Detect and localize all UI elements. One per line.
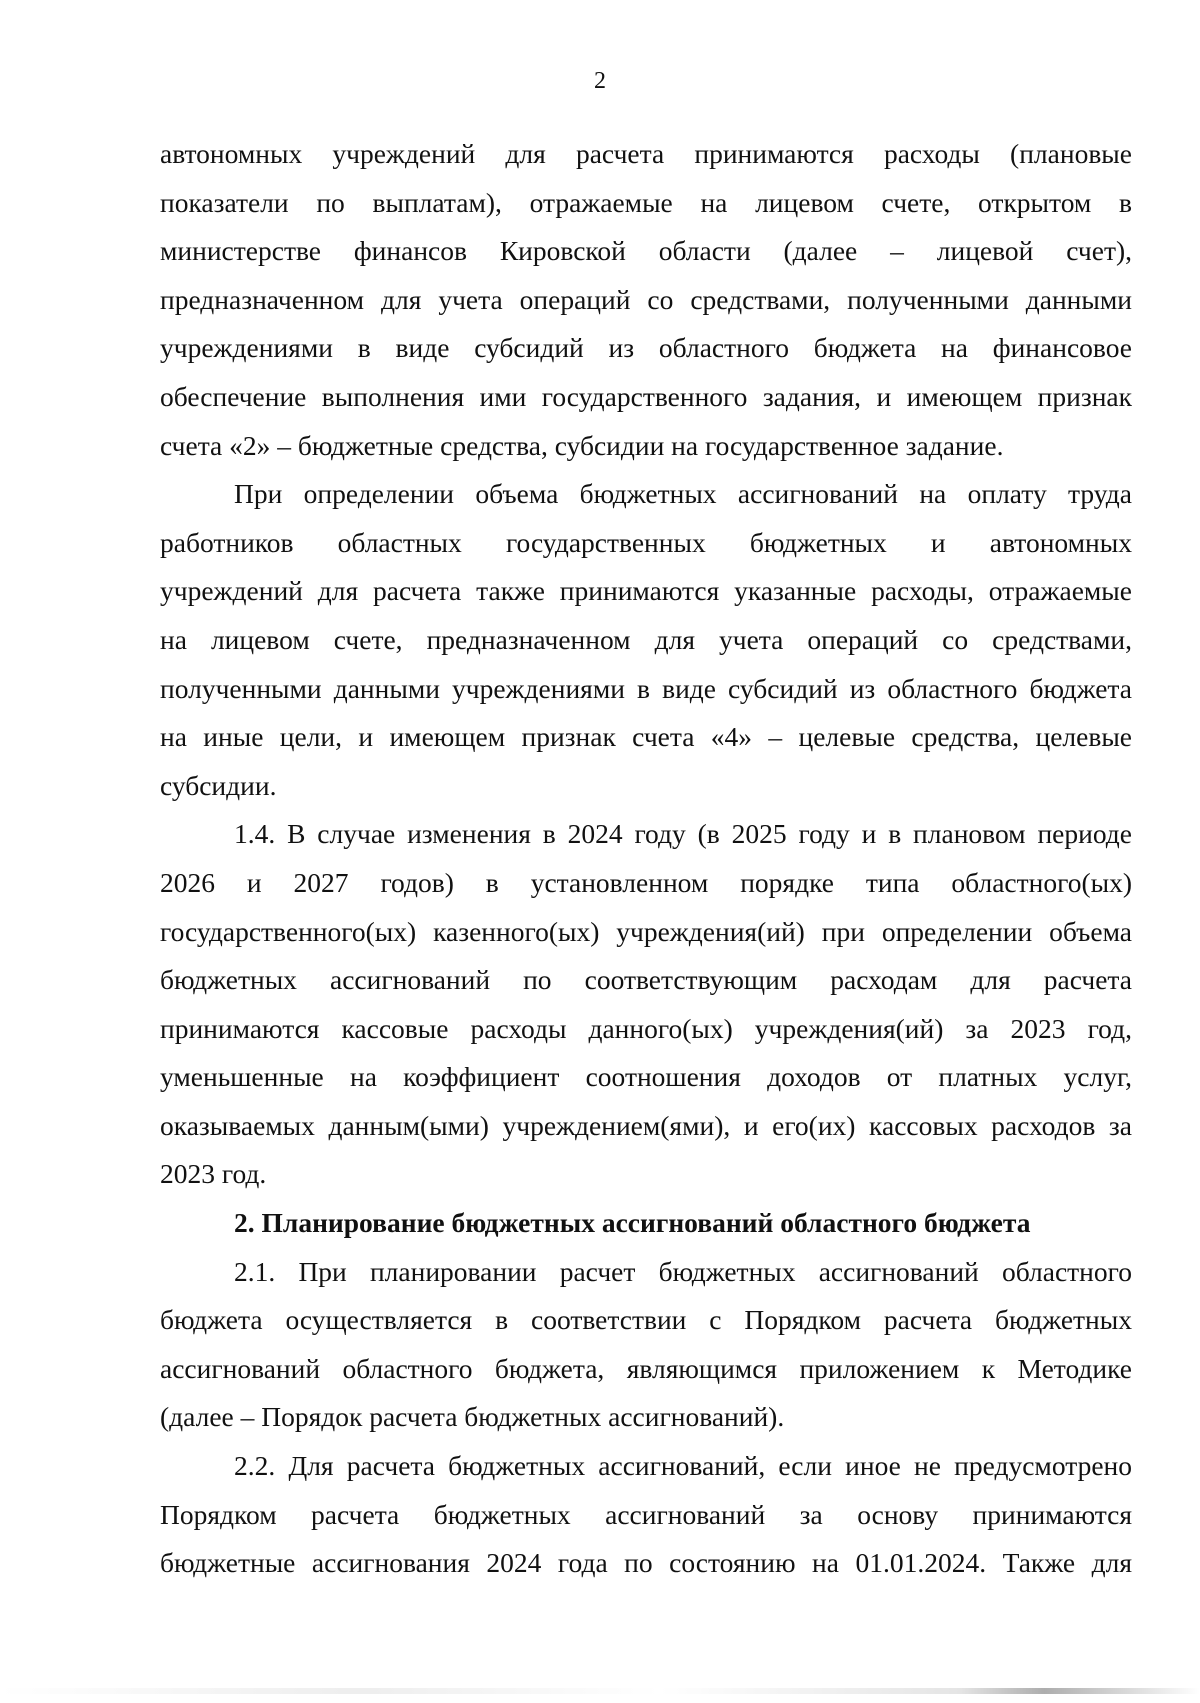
text-line: субсидии. xyxy=(160,769,277,801)
page-number: 2 xyxy=(594,68,606,94)
section-heading: 2. Планирование бюджетных ассигнований областного бюджета xyxy=(234,1207,1031,1239)
text-line: учреждений для расчета также принимаются указанные расходы, отражаемые xyxy=(160,575,1132,607)
text-line: 2023 год. xyxy=(160,1158,267,1190)
text-line: учреждениями в виде субсидий из областного бюджета на финансовое xyxy=(160,332,1132,364)
text-line: уменьшенные на коэффициент соотношения доходов от платных услуг, xyxy=(160,1061,1132,1093)
text-line: оказываемых данным(ыми) учреждением(ями), и его(их) кассовых расходов за xyxy=(160,1109,1132,1141)
text-line: ассигнований областного бюджета, являющимся приложением к Методике xyxy=(160,1352,1132,1384)
text-line: обеспечение выполнения ими государственного задания, и имеющем признак xyxy=(160,380,1132,412)
paragraph-first-line: При определении объема бюджетных ассигнований на оплату труда xyxy=(234,478,1132,510)
text-line: показатели по выплатам), отражаемые на лицевом счете, открытом в xyxy=(160,186,1132,218)
text-line: на лицевом счете, предназначенном для учета операций со средствами, xyxy=(160,623,1132,655)
text-line: министерстве финансов Кировской области (далее – лицевой счет), xyxy=(160,235,1132,267)
text-line: работников областных государственных бюджетных и автономных xyxy=(160,526,1132,558)
text-line: на иные цели, и имеющем признак счета «4» – целевые средства, целевые xyxy=(160,721,1132,753)
text-line: предназначенном для учета операций со средствами, полученными данными xyxy=(160,283,1132,315)
text-line: бюджетные ассигнования 2024 года по состоянию на 01.01.2024. Также для xyxy=(160,1547,1132,1579)
text-line: полученными данными учреждениями в виде субсидий из областного бюджета xyxy=(160,672,1132,704)
text-line: автономных учреждений для расчета принимаются расходы (плановые xyxy=(160,138,1132,169)
paragraph-first-line: 1.4. В случае изменения в 2024 году (в 2025 году и в плановом периоде xyxy=(234,818,1132,850)
text-line: Порядком расчета бюджетных ассигнований за основу принимаются xyxy=(160,1498,1132,1530)
text-line: (далее – Порядок расчета бюджетных ассигнований). xyxy=(160,1401,785,1433)
text-line: бюджетных ассигнований по соответствующим расходам для расчета xyxy=(160,964,1132,996)
text-line: принимаются кассовые расходы данного(ых) учреждения(ий) за 2023 год, xyxy=(160,1012,1132,1044)
text-line: бюджета осуществляется в соответствии с Порядком расчета бюджетных xyxy=(160,1304,1132,1336)
scan-edge-artifact xyxy=(0,1688,1200,1694)
paragraph-first-line: 2.2. Для расчета бюджетных ассигнований, если иное не предусмотрено xyxy=(234,1450,1132,1482)
paragraph-first-line: 2.1. При планировании расчет бюджетных ассигнований областного xyxy=(234,1255,1132,1287)
text-line: 2026 и 2027 годов) в установленном порядке типа областного(ых) xyxy=(160,866,1132,898)
text-line: государственного(ых) казенного(ых) учреждения(ий) при определении объема xyxy=(160,915,1132,947)
text-line: счета «2» – бюджетные средства, субсидии на государственное задание. xyxy=(160,429,1004,461)
document-body xyxy=(160,136,1132,1594)
